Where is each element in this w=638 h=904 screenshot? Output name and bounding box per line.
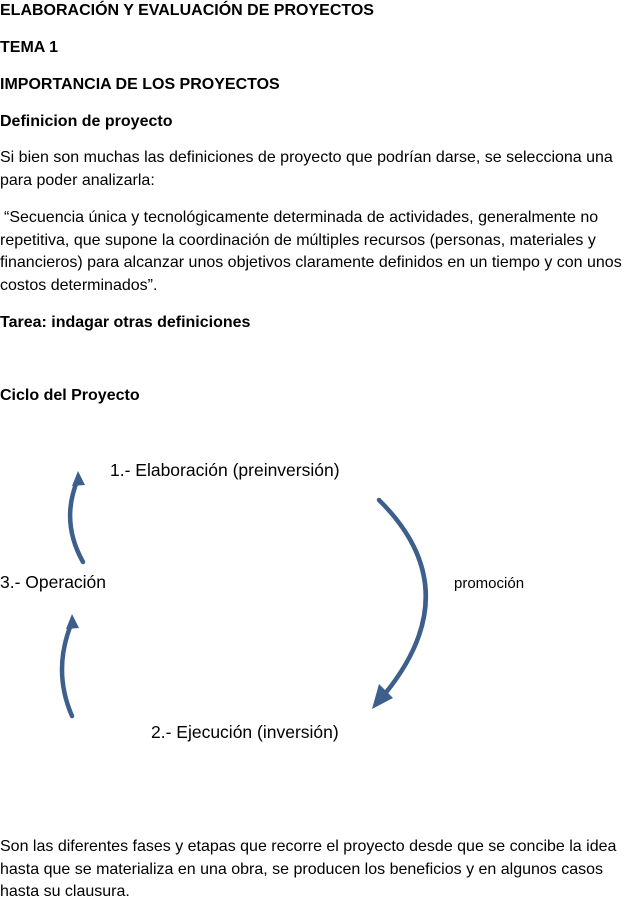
cycle-arrowhead-mid-left — [66, 614, 79, 629]
cycle-heading: Ciclo del Proyecto — [0, 387, 140, 404]
cycle-transition-label: promoción — [454, 575, 525, 592]
cycle-stage-2: 2.- Ejecución (inversión) — [151, 722, 339, 742]
definition-quote: “Secuencia única y tecnológicamente determinada de actividades, generalmente no repetitiva, que supone la coordinación de múltiples recursos (personas, materiales y financieros) para alcanzar unos objetivos claramente definidos en un tiempo y con unos costos determinados”. — [0, 209, 622, 294]
cycle-arrowhead-up-left — [72, 471, 85, 486]
cycle-stage-3: 3.- Operación — [0, 572, 107, 592]
closing-paragraph: Son las diferentes fases y etapas que recorre el proyecto desde que se concibe la idea hasta que se materializa en una obra, se producen los beneficios y en algunos casos hasta su clausura. — [0, 838, 617, 900]
cycle-arrow-lower-left — [62, 622, 72, 716]
task-text: Tarea: indagar otras definiciones — [0, 314, 251, 331]
intro-paragraph: Si bien son muchas las definiciones de proyecto que podrían darse, se selecciona una para poder analizarla: — [0, 149, 613, 189]
cycle-arrow-upper-left — [70, 479, 83, 562]
tema-label: TEMA 1 — [0, 39, 59, 56]
cycle-stage-1: 1.- Elaboración (preinversión) — [110, 460, 340, 480]
cycle-arrow-right — [379, 500, 426, 695]
document-title: ELABORACIÓN Y EVALUACIÓN DE PROYECTOS — [0, 2, 374, 19]
definition-subheading: Definicion de proyecto — [0, 113, 173, 130]
section-heading: IMPORTANCIA DE LOS PROYECTOS — [0, 76, 280, 93]
